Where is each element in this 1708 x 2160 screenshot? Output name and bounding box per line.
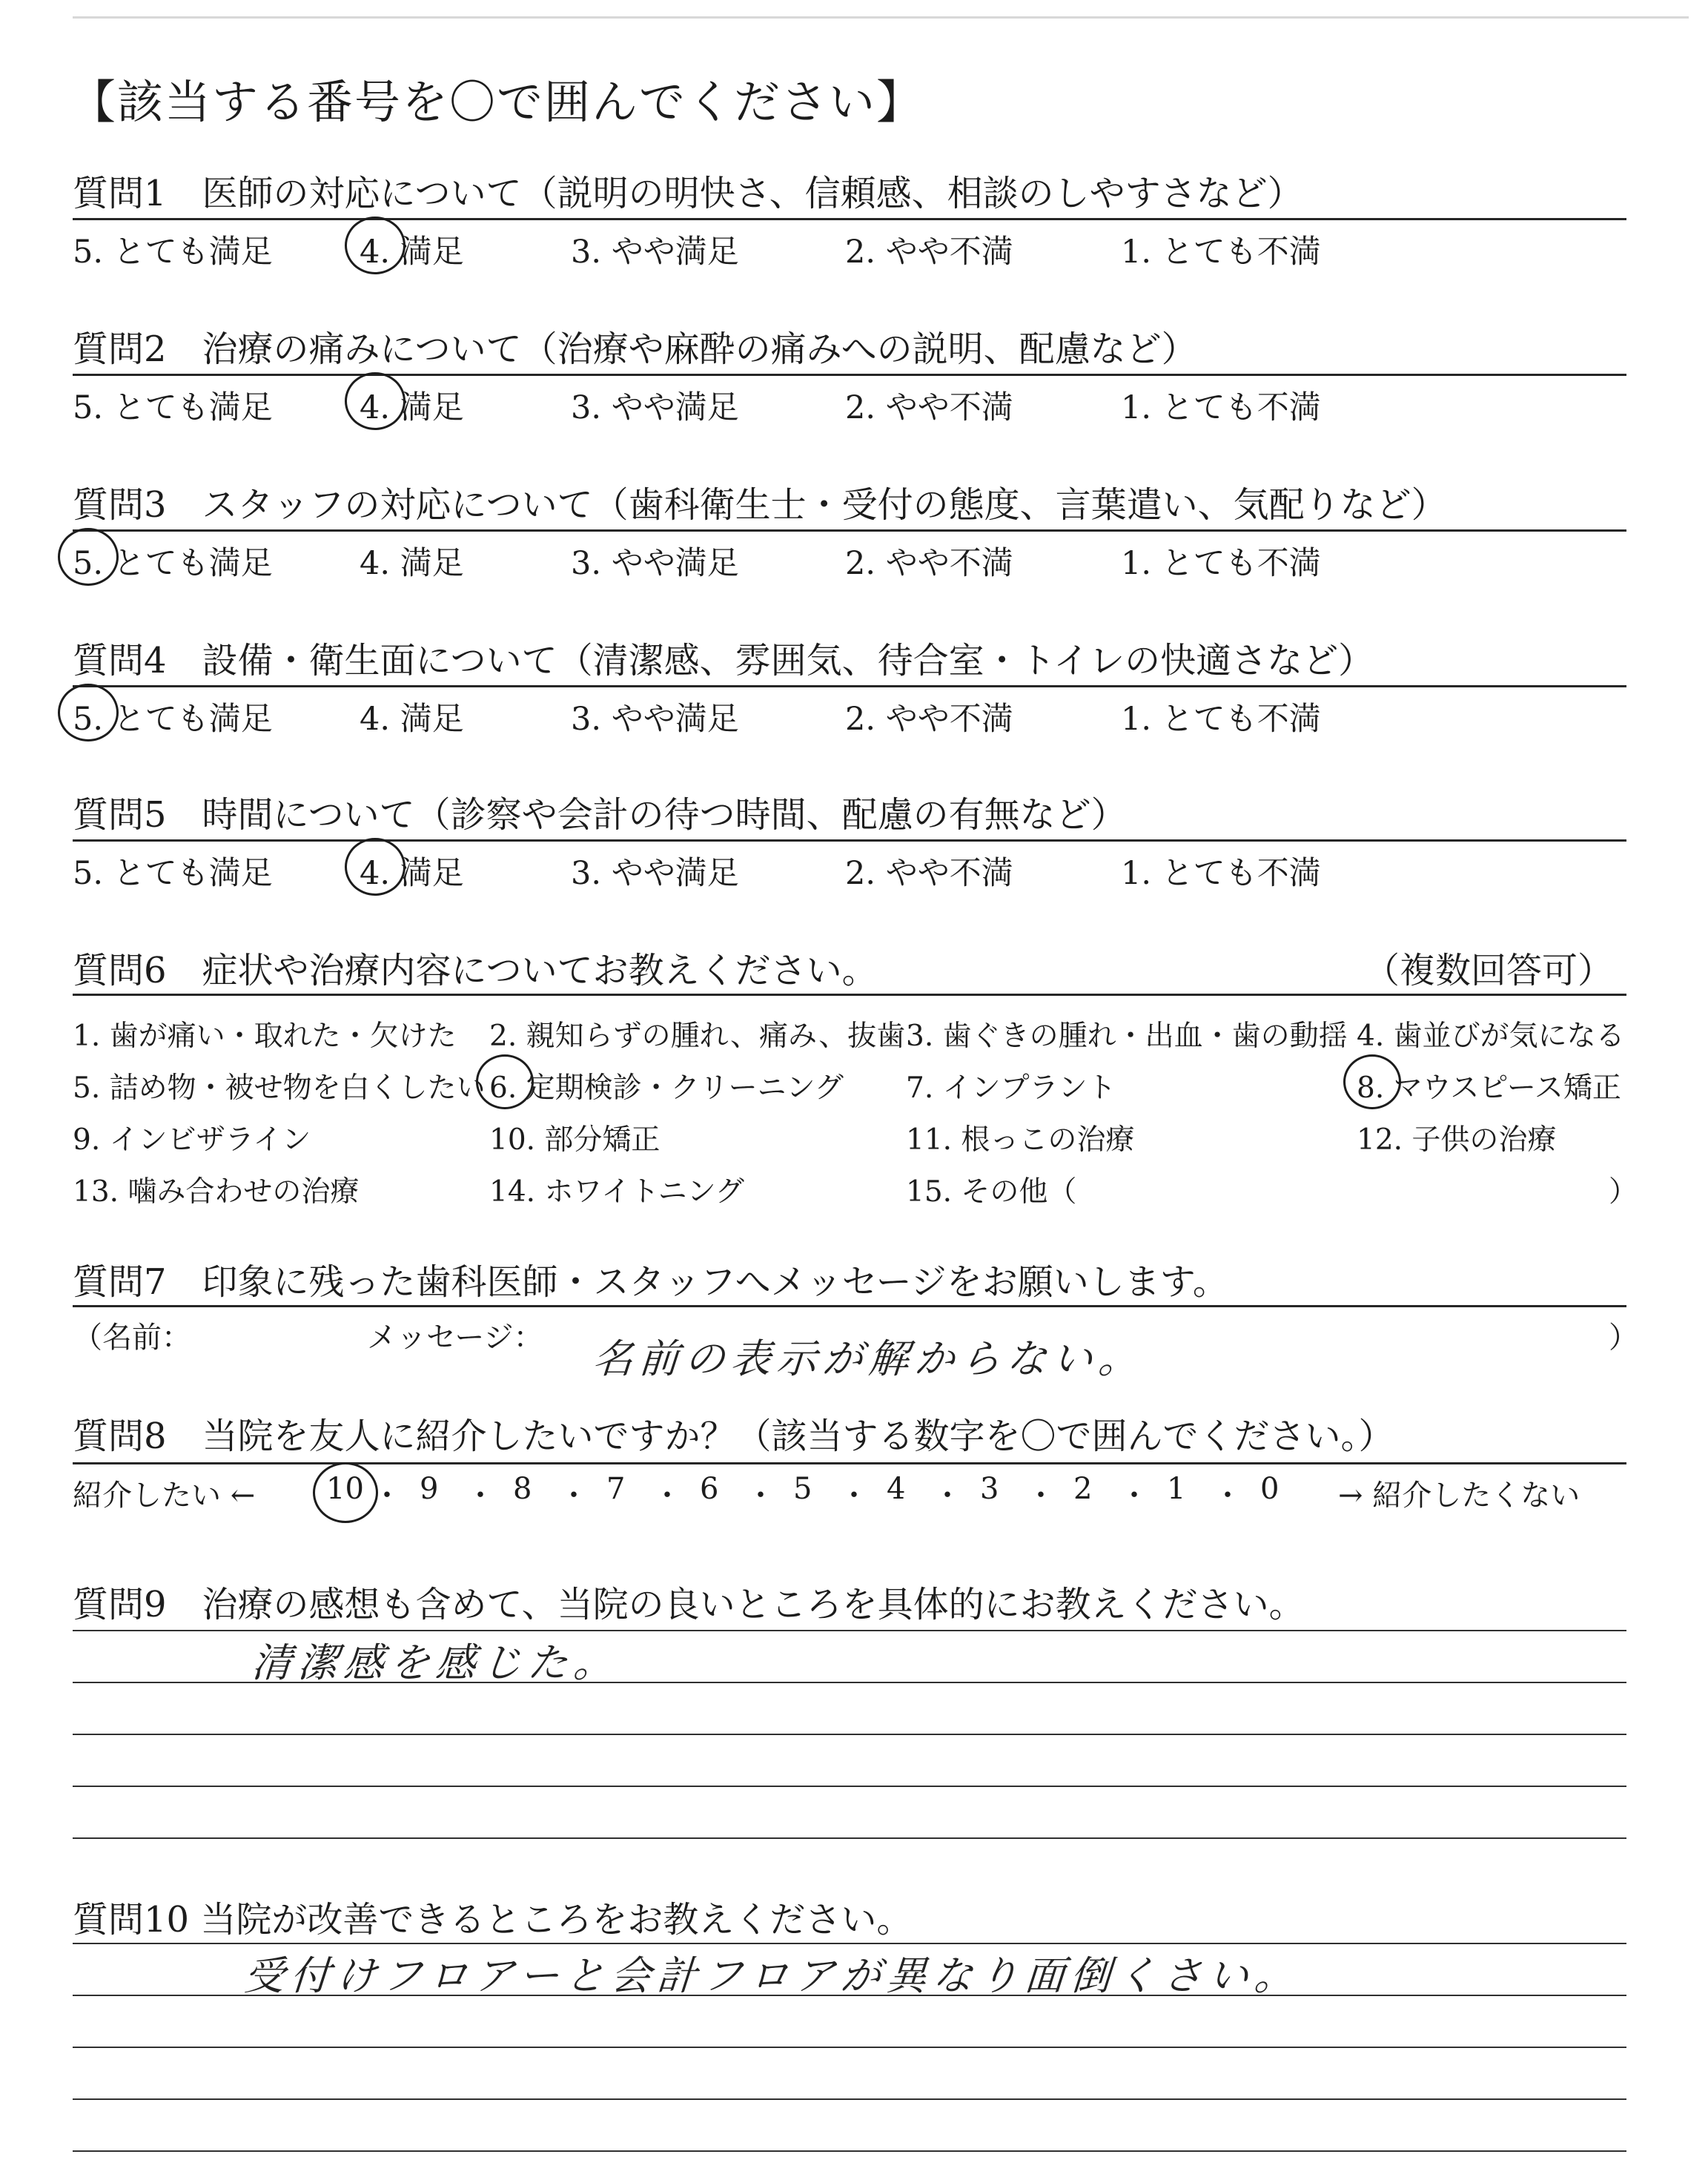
q4-option-5: 5. とても満足	[73, 701, 273, 738]
q3-selection-circle	[58, 528, 119, 586]
q2-selection-circle	[345, 372, 406, 430]
q2-option-5: 5. とても満足	[73, 389, 273, 426]
q8-selection-circle	[313, 1462, 378, 1523]
top-border	[73, 16, 1689, 19]
q2-option-1: 1. とても不満	[1121, 389, 1321, 426]
q8-scale-5: 5	[793, 1472, 812, 1506]
q8-separator: ・	[933, 1479, 962, 1513]
q6-option-5: 5. 詰め物・被せ物を白くしたい	[73, 1071, 486, 1105]
q4-option-2: 2. やや不満	[845, 701, 1013, 738]
q10-title: 質問10 当院が改善できるところをお教えください。	[73, 1899, 913, 1941]
q7-name-label: （名前：	[73, 1321, 191, 1355]
q1-option-1: 1. とても不満	[1121, 234, 1321, 271]
q6-option-2: 2. 親知らずの腫れ、痛み、抜歯	[489, 1020, 906, 1053]
q1-rule	[73, 218, 1626, 220]
q8-separator: ・	[1026, 1479, 1056, 1513]
q8-scale-4: 4	[887, 1472, 906, 1506]
q2-rule	[73, 374, 1626, 376]
q6-selection-circle-6	[476, 1054, 534, 1109]
q9-line-4	[73, 1786, 1626, 1787]
q5-option-3: 3. やや満足	[571, 855, 739, 892]
q10-line-5	[73, 2150, 1626, 2152]
q5-option-5: 5. とても満足	[73, 855, 273, 892]
q6-option-9: 9. インビザライン	[73, 1123, 311, 1157]
q4-option-3: 3. やや満足	[571, 701, 739, 738]
q9-answer: 清潔感を感じた。	[250, 1639, 621, 1686]
q6-option-14: 14. ホワイトニング	[489, 1175, 744, 1209]
q8-separator: ・	[372, 1479, 402, 1513]
q5-title: 質問5 時間について（診察や会計の待つ時間、配慮の有無など）	[73, 794, 1127, 836]
q6-option-13: 13. 噛み合わせの治療	[73, 1175, 360, 1209]
q8-scale-2: 2	[1073, 1472, 1093, 1506]
q6-option-4: 4. 歯並びが気になる	[1357, 1020, 1625, 1053]
q9-line-5	[73, 1837, 1626, 1839]
form-title: 【該当する番号を〇で囲んでください】	[70, 75, 924, 129]
q8-separator: ・	[1119, 1479, 1149, 1513]
q8-scale-3: 3	[980, 1472, 999, 1506]
q3-option-3: 3. やや満足	[571, 545, 739, 582]
q1-option-4: 4. 満足	[360, 234, 464, 271]
q4-option-1: 1. とても不満	[1121, 701, 1321, 738]
q8-title: 質問8 当院を友人に紹介したいですか？（該当する数字を〇で囲んでください。）	[73, 1416, 1394, 1457]
q5-selection-circle	[345, 838, 406, 896]
q8-separator: ・	[1213, 1479, 1242, 1513]
q6-option-3: 3. 歯ぐきの腫れ・出血・歯の動揺	[906, 1020, 1348, 1053]
q8-separator: ・	[559, 1479, 589, 1513]
q6-option-1: 1. 歯が痛い・取れた・欠けた	[73, 1020, 457, 1053]
q8-scale-8: 8	[513, 1472, 532, 1506]
q5-option-4: 4. 満足	[360, 855, 464, 892]
q9-title: 質問9 治療の感想も含めて、当院の良いところを具体的にお教えください。	[73, 1584, 1305, 1625]
q7-close: ）	[1609, 1321, 1638, 1355]
q3-option-1: 1. とても不満	[1121, 545, 1321, 582]
q6-option-7: 7. インプラント	[906, 1071, 1116, 1105]
q6-option-8: 8. マウスピース矯正	[1357, 1071, 1621, 1105]
q1-option-3: 3. やや満足	[571, 234, 739, 271]
q3-rule	[73, 529, 1626, 532]
q6-rule	[73, 994, 1626, 996]
q6-option-11: 11. 根っこの治療	[906, 1123, 1135, 1157]
q1-option-5: 5. とても満足	[73, 234, 273, 271]
q7-rule	[73, 1305, 1626, 1307]
q3-title: 質問3 スタッフの対応について（歯科衛生士・受付の態度、言葉遣い、気配りなど）	[73, 484, 1447, 526]
q2-option-2: 2. やや不満	[845, 389, 1013, 426]
q3-option-2: 2. やや不満	[845, 545, 1013, 582]
q8-separator: ・	[652, 1479, 682, 1513]
q5-option-1: 1. とても不満	[1121, 855, 1321, 892]
q1-option-2: 2. やや不満	[845, 234, 1013, 271]
q7-message-answer: 名前の表示が解からない。	[591, 1335, 1146, 1382]
q8-separator: ・	[839, 1479, 869, 1513]
q4-rule	[73, 685, 1626, 687]
q2-option-3: 3. やや満足	[571, 389, 739, 426]
q10-line-3	[73, 2047, 1626, 2048]
q8-scale-1: 1	[1167, 1472, 1186, 1506]
q8-scale-6: 6	[700, 1472, 719, 1506]
q7-title: 質問7 印象に残った歯科医師・スタッフへメッセージをお願いします。	[73, 1261, 1228, 1303]
q7-message-label: メッセージ：	[367, 1321, 543, 1355]
q2-title: 質問2 治療の痛みについて（治療や麻酔の痛みへの説明、配慮など）	[73, 328, 1197, 370]
q6-note: （複数回答可）	[1364, 950, 1614, 991]
q6-other-close: ）	[1609, 1175, 1638, 1209]
q6-title: 質問6 症状や治療内容についてお教えください。	[73, 950, 878, 991]
q8-scale-10: 10	[326, 1472, 364, 1506]
q4-option-4: 4. 満足	[360, 701, 464, 738]
q10-line-4	[73, 2098, 1626, 2100]
q6-option-15: 15. その他（	[906, 1175, 1077, 1209]
q6-option-10: 10. 部分矯正	[489, 1123, 661, 1157]
q8-separator: ・	[746, 1479, 775, 1513]
q8-left-label: 紹介したい ←	[73, 1479, 256, 1513]
q3-option-4: 4. 満足	[360, 545, 464, 582]
q10-answer: 受付けフロアーと会計フロアが異なり面倒くさい。	[242, 1952, 1302, 1999]
q9-line-3	[73, 1734, 1626, 1735]
q8-scale-7: 7	[606, 1472, 626, 1506]
q8-scale-9: 9	[420, 1472, 439, 1506]
q5-rule	[73, 839, 1626, 842]
q4-selection-circle	[58, 684, 119, 742]
q2-option-4: 4. 満足	[360, 389, 464, 426]
q8-right-label: → 紹介したくない	[1338, 1479, 1580, 1513]
q5-option-2: 2. やや不満	[845, 855, 1013, 892]
q8-scale-0: 0	[1260, 1472, 1280, 1506]
q6-option-6: 6. 定期検診・クリーニング	[489, 1071, 844, 1105]
q1-title: 質問1 医師の対応について（説明の明快さ、信頼感、相談のしやすさなど）	[73, 173, 1303, 214]
q8-separator: ・	[466, 1479, 495, 1513]
q8-rule	[73, 1462, 1626, 1464]
q3-option-5: 5. とても満足	[73, 545, 273, 582]
q4-title: 質問4 設備・衛生面について（清潔感、雰囲気、待合室・トイレの快適さなど）	[73, 640, 1374, 681]
q6-option-12: 12. 子供の治療	[1357, 1123, 1557, 1157]
q1-selection-circle	[345, 217, 406, 274]
q6-selection-circle-8	[1343, 1054, 1401, 1109]
